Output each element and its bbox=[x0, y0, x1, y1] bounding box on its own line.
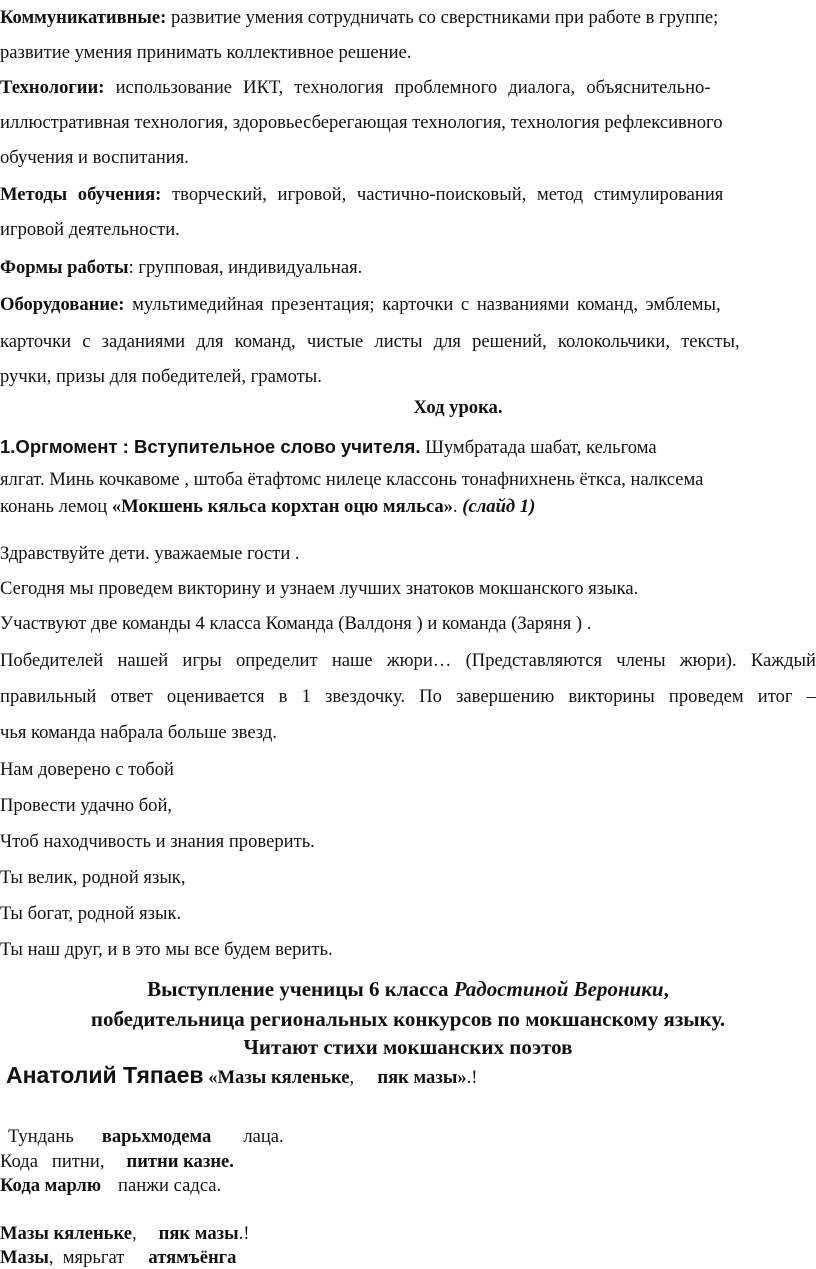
verse-line-1: Нам доверено с тобой bbox=[0, 759, 175, 780]
section1-line-1 bbox=[0, 434, 816, 461]
poem-line-3: Кода марлю панжи садса. bbox=[0, 1175, 222, 1196]
formy-text: : групповая, индивидуальная. bbox=[128, 257, 363, 278]
slide-ref: (слайд 1) bbox=[462, 496, 536, 517]
section1-heading: 1.Оргмомент : Вступительное слово учителя. bbox=[0, 436, 421, 457]
tech-text-1: использование ИКТ, технология проблемного диалога, объяснительно- bbox=[104, 77, 711, 98]
tech-line-2: иллюстративная технология, здоровьесберегающая технология, технология рефлексивного bbox=[0, 112, 723, 133]
komm-text-1: развитие умения сотрудничать со сверстниками при работе в группе; bbox=[166, 7, 719, 28]
obor-label: Оборудование: bbox=[0, 294, 125, 315]
poem-line-2: Кода питни, питни казне. bbox=[0, 1151, 234, 1172]
performer-name: Радостиной Вероники bbox=[453, 977, 664, 1001]
text-line-5: правильный ответ оценивается в 1 звездочку. По завершению викторины проведем итог – bbox=[0, 686, 816, 707]
obor-text-1: мультимедийная презентация; карточки с названиями команд, эмблемы, bbox=[124, 294, 721, 315]
poem-line-5: Мазы, мярьгат атямъёнга bbox=[0, 1247, 237, 1268]
performance-line-3: Читают стихи мокшанских поэтов bbox=[243, 1035, 573, 1059]
text-line-6: чья команда набрала больше звезд. bbox=[0, 722, 277, 743]
komm-label: Коммуникативные: bbox=[0, 7, 167, 28]
text-line-1: Здравствуйте дети. уважаемые гости . bbox=[0, 543, 300, 564]
poet-name: Анатолий Тяпаев bbox=[6, 1062, 204, 1088]
text-line-3: Участвуют две команды 4 класса Команда (Валдоня ) и команда (Заряня ) . bbox=[0, 613, 592, 634]
performance-line-1: Выступление ученицы 6 класса Радостиной Вероники, bbox=[147, 977, 669, 1001]
komm-line-1 bbox=[0, 0, 816, 35]
metod-line-1 bbox=[0, 177, 816, 212]
text-line-2: Сегодня мы проведем викторину и узнаем лучших знатоков мокшанского языка. bbox=[0, 578, 639, 599]
poem-line-4: Мазы кяленьке, пяк мазы.! bbox=[0, 1223, 250, 1244]
obor-line-3: ручки, призы для победителей, грамоты. bbox=[0, 366, 322, 387]
verse-line-3: Чтоб находчивость и знания проверить. bbox=[0, 831, 315, 852]
lesson-title: Ход урока. bbox=[413, 397, 503, 418]
tech-line-1 bbox=[0, 70, 816, 105]
text-line-4: Победителей нашей игры определит наше жюри… (Представляются члены жюри). Каждый bbox=[0, 650, 816, 671]
poet-line: Анатолий Тяпаев «Мазы кяленьке, пяк мазы».! bbox=[6, 1062, 478, 1088]
section1-text-1: Шумбратада шабат, кельгома bbox=[420, 437, 657, 458]
verse-line-6: Ты наш друг, и в это мы все будем верить. bbox=[0, 939, 333, 960]
section1-line-2: ялгат. Минь кочкавоме , штоба ётафтомс нилеце классонь тонафнихнень ёткса, налксема bbox=[0, 469, 704, 490]
metod-label: Методы обучения: bbox=[0, 184, 162, 205]
komm-line-2: развитие умения принимать коллективное решение. bbox=[0, 42, 412, 63]
obor-line-1 bbox=[0, 287, 816, 322]
tech-line-3: обучения и воспитания. bbox=[0, 147, 189, 168]
verse-line-2: Провести удачно бой, bbox=[0, 795, 173, 816]
poem-line-1: Тундань варьхмодема лаца. bbox=[8, 1126, 284, 1147]
tech-label: Технологии: bbox=[0, 77, 105, 98]
verse-line-4: Ты велик, родной язык, bbox=[0, 867, 186, 888]
metod-line-2: игровой деятельности. bbox=[0, 219, 180, 240]
obor-line-2: карточки с заданиями для команд, чистые листы для решений, колокольчики, тексты, bbox=[0, 331, 740, 352]
performance-line-2: победительница региональных конкурсов по мокшанскому языку. bbox=[90, 1007, 726, 1031]
formy-line bbox=[0, 250, 816, 285]
metod-text-1: творческий, игровой, частично-поисковый, метод стимулирования bbox=[161, 184, 724, 205]
formy-label: Формы работы bbox=[0, 257, 129, 278]
verse-line-5: Ты богат, родной язык. bbox=[0, 903, 182, 924]
game-name: «Мокшень кяльса корхтан оцю мяльса» bbox=[111, 496, 453, 517]
section1-line-3: конань лемоц «Мокшень кяльса корхтан оцю мяльса». (слайд 1) bbox=[0, 496, 536, 517]
